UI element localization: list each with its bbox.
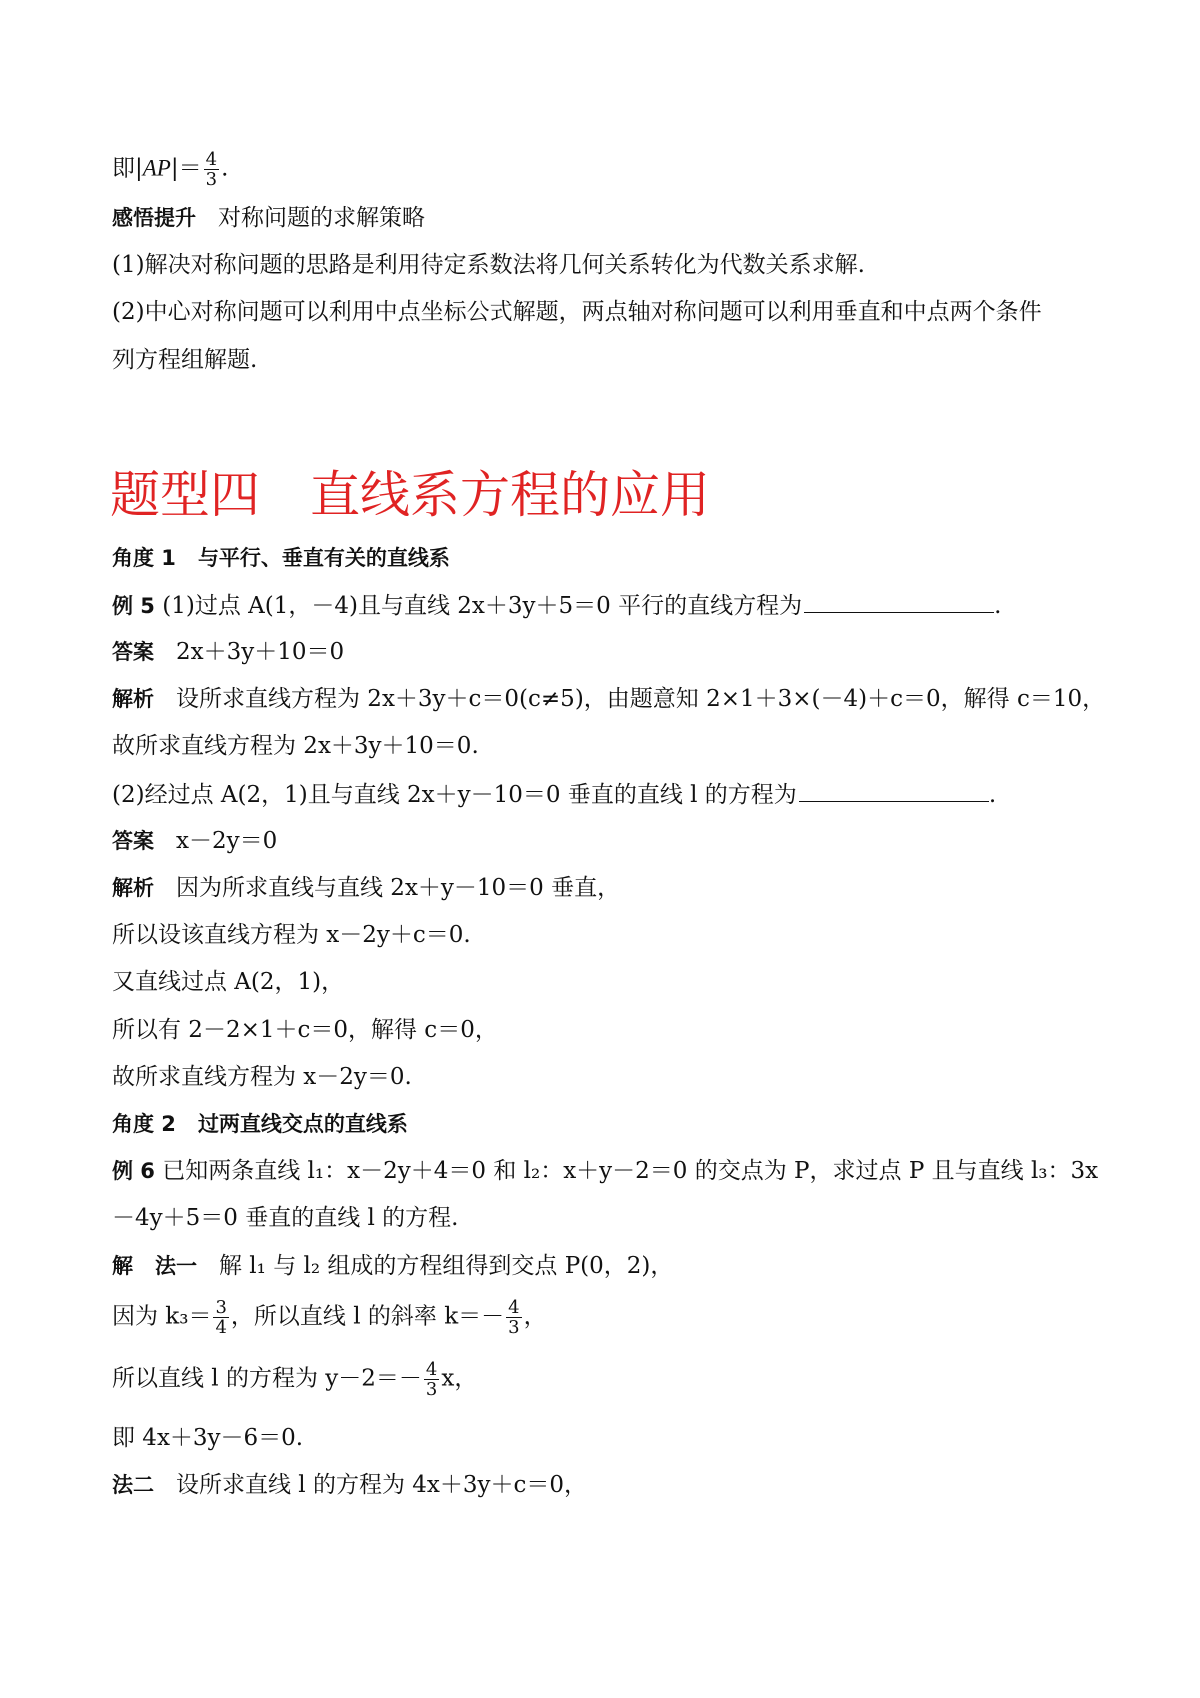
fraction-numerator: 4 — [205, 149, 218, 170]
example6-question-b: －4y＋5＝0 垂直的直线 l 的方程. — [112, 1205, 459, 1231]
ap-result-line — [112, 150, 1100, 189]
example6-method1c — [112, 1360, 1100, 1399]
ap-period: . — [221, 155, 229, 182]
fraction-numerator: 3 — [215, 1297, 227, 1318]
example6-method1a — [112, 1251, 1100, 1281]
insight-point-2a: (2)中心对称问题可以利用中点坐标公式解题，两点轴对称问题可以利用垂直和中点两个条件 — [112, 299, 1042, 325]
angle1-title: 与平行、垂直有关的直线系 — [197, 546, 450, 570]
solution1a-text: 设所求直线方程为 2x＋3y＋c＝0(c≠5)，由题意知 2×1＋3×(－4)＋c＝0，解得 c＝10， — [176, 686, 1106, 712]
example6-method2a — [112, 1470, 1100, 1500]
fraction-four-thirds — [506, 1298, 521, 1337]
fraction-three-quarters — [213, 1298, 228, 1337]
angle1-heading — [112, 543, 1100, 573]
method1b-end: ， — [523, 1303, 547, 1330]
method1b-middle: ，所以直线 l 的斜率 k＝－ — [230, 1303, 505, 1330]
fraction-four-thirds — [424, 1360, 439, 1399]
answer1-text: 2x＋3y＋10＝0 — [176, 639, 345, 665]
example5-solution2d: 所以有 2－2×1＋c＝0，解得 c＝0， — [112, 1017, 498, 1043]
angle1-label: 角度 1 — [112, 546, 176, 570]
fraction-numerator: 4 — [425, 1359, 438, 1380]
ap-prefix: 即| — [112, 155, 143, 182]
insight-point-1: (1)解决对称问题的思路是利用待定系数法将几何关系转化为代数关系求解. — [112, 252, 865, 278]
method1c-end: x， — [441, 1365, 478, 1392]
example6-question-a — [112, 1156, 1100, 1186]
insight-title-line — [112, 203, 1100, 233]
example5-answer1 — [112, 637, 1100, 667]
example5-q1-text: (1)过点 A(1，－4)且与直线 2x＋3y＋5＝0 平行的直线方程为 — [162, 593, 803, 619]
example5-solution2c: 又直线过点 A(2，1)， — [112, 969, 345, 995]
method1b-prefix: 因为 k₃＝ — [112, 1303, 212, 1330]
section-heading-title: 直线系方程的应用 — [310, 466, 710, 524]
example5-solution2b: 所以设该直线方程为 x－2y＋c＝0. — [112, 922, 471, 948]
example5-label: 例 5 — [112, 594, 155, 618]
fraction-denominator: 3 — [205, 169, 218, 190]
fraction-numerator: 4 — [508, 1297, 520, 1318]
q2-period: . — [988, 782, 997, 808]
solve-label: 解 — [112, 1254, 133, 1278]
example5-solution1b: 故所求直线方程为 2x＋3y＋10＝0. — [112, 733, 479, 759]
example6-label: 例 6 — [112, 1159, 155, 1183]
example6-method1b — [112, 1298, 1100, 1337]
insight-title: 对称问题的求解策略 — [218, 205, 425, 231]
example5-q2 — [112, 779, 1100, 810]
example6-question-a-text: 已知两条直线 l₁：x－2y＋4＝0 和 l₂：x＋y－2＝0 的交点为 P，求过点 P 且与直线 l₃：3x — [162, 1158, 1099, 1184]
solution-label: 解析 — [112, 876, 154, 900]
example5-q1 — [112, 590, 1100, 621]
answer2-text: x－2y＝0 — [176, 828, 278, 854]
answer-blank — [804, 590, 994, 613]
answer-blank — [799, 779, 989, 802]
insight-label: 感悟提升 — [112, 206, 196, 230]
fraction-denominator: 4 — [215, 1317, 227, 1338]
example5-answer2 — [112, 826, 1100, 856]
ap-equals: |＝ — [170, 155, 202, 182]
fraction-denominator: 3 — [425, 1379, 438, 1400]
example5-solution2a — [112, 873, 1100, 903]
insight-point-2b: 列方程组解题. — [112, 347, 258, 373]
ap-variable: AP — [142, 155, 171, 181]
example5-solution2e: 故所求直线方程为 x－2y＝0. — [112, 1064, 412, 1090]
answer-label: 答案 — [112, 829, 154, 853]
method2-label: 法二 — [112, 1473, 154, 1497]
solution-label: 解析 — [112, 687, 154, 711]
fraction-denominator: 3 — [508, 1317, 520, 1338]
example5-solution1a — [112, 684, 1106, 714]
q1-period: . — [994, 593, 1002, 619]
answer-label: 答案 — [112, 640, 154, 664]
method1c-prefix: 所以直线 l 的方程为 y－2＝－ — [112, 1365, 422, 1392]
angle2-label: 角度 2 — [112, 1112, 176, 1136]
solution2a-text: 因为所求直线与直线 2x＋y－10＝0 垂直， — [176, 875, 621, 901]
method2a-text: 设所求直线 l 的方程为 4x＋3y＋c＝0， — [176, 1472, 588, 1498]
section-heading-number: 题型四 — [110, 466, 260, 524]
fraction-four-thirds — [204, 150, 219, 189]
method1-label: 法一 — [155, 1254, 197, 1278]
angle2-title: 过两直线交点的直线系 — [197, 1112, 408, 1136]
example5-q2-text: (2)经过点 A(2，1)且与直线 2x＋y－10＝0 垂直的直线 l 的方程为 — [112, 782, 797, 808]
angle2-heading — [112, 1109, 1100, 1139]
section-heading — [110, 460, 710, 530]
example6-method1d: 即 4x＋3y－6＝0. — [112, 1425, 304, 1451]
method1a-text: 解 l₁ 与 l₂ 组成的方程组得到交点 P(0，2)， — [219, 1253, 674, 1279]
